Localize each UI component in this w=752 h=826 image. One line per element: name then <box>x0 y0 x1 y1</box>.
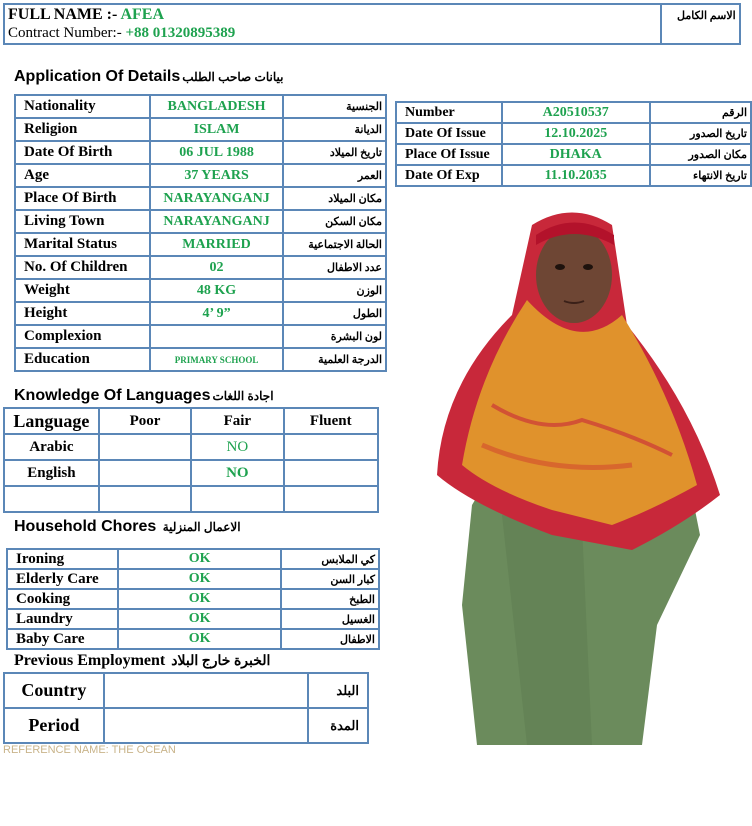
languages-row <box>4 460 378 486</box>
details-row <box>15 325 386 348</box>
full-name-label: FULL NAME :- <box>8 6 118 23</box>
details-label: Marital Status <box>15 233 150 256</box>
chores-row <box>7 629 379 649</box>
chores-title <box>14 518 241 536</box>
chores-label: Ironing <box>7 549 118 569</box>
details-label-ar: مكان الميلاد <box>283 187 386 210</box>
contact-label: Contract Number:- <box>8 25 122 41</box>
employment-title <box>14 652 270 670</box>
employment-value <box>104 708 308 743</box>
employment-label-ar: المدة <box>308 708 368 743</box>
details-label-ar: عدد الاطفال <box>283 256 386 279</box>
languages-table <box>3 407 379 513</box>
details-row <box>15 141 386 164</box>
details-label-ar: لون البشرة <box>283 325 386 348</box>
employment-label: Period <box>4 708 104 743</box>
chores-value: OK <box>118 549 282 569</box>
passport-value: 12.10.2025 <box>502 123 650 144</box>
details-value: 37 YEARS <box>150 164 282 187</box>
languages-header: Fair <box>191 408 283 434</box>
chores-label-ar: الطبخ <box>281 589 379 609</box>
chores-label: Cooking <box>7 589 118 609</box>
chores-label-ar: الغسيل <box>281 609 379 629</box>
details-value: 06 JUL 1988 <box>150 141 282 164</box>
languages-title <box>14 387 274 405</box>
details-row <box>15 256 386 279</box>
employment-row <box>4 673 368 708</box>
full-name-value: AFEA <box>120 6 165 23</box>
chores-row <box>7 589 379 609</box>
passport-value: 11.10.2035 <box>502 165 650 186</box>
languages-empty-cell <box>284 486 379 512</box>
details-label: No. Of Children <box>15 256 150 279</box>
passport-row <box>396 102 751 123</box>
details-row <box>15 95 386 118</box>
languages-empty-row <box>4 486 378 512</box>
languages-language-cell: English <box>4 460 99 486</box>
languages-row <box>4 434 378 460</box>
details-row <box>15 302 386 325</box>
details-title <box>14 68 283 86</box>
details-value: 48 KG <box>150 279 282 302</box>
languages-fair-cell: NO <box>191 434 283 460</box>
languages-fluent-cell <box>284 434 379 460</box>
details-row <box>15 348 386 371</box>
employment-title-ar: الخبرة خارج البلاد <box>171 654 271 669</box>
languages-header-row <box>4 408 378 434</box>
details-label-ar: الحالة الاجتماعية <box>283 233 386 256</box>
passport-label: Date Of Issue <box>396 123 502 144</box>
passport-label-ar: الرقم <box>650 102 751 123</box>
contact-value: +88 01320895389 <box>125 25 236 41</box>
chores-label: Elderly Care <box>7 569 118 589</box>
details-value: ISLAM <box>150 118 282 141</box>
languages-header: Language <box>4 408 99 434</box>
chores-label: Baby Care <box>7 629 118 649</box>
employment-table <box>3 672 369 744</box>
header-divider <box>660 5 662 43</box>
employment-row <box>4 708 368 743</box>
languages-language-cell: Arabic <box>4 434 99 460</box>
chores-label-ar: كبار السن <box>281 569 379 589</box>
details-label: Religion <box>15 118 150 141</box>
chores-row <box>7 569 379 589</box>
details-row <box>15 233 386 256</box>
details-value <box>150 325 282 348</box>
passport-label-ar: مكان الصدور <box>650 144 751 165</box>
details-title-en: Application Of Details <box>14 68 181 85</box>
details-label-ar: العمر <box>283 164 386 187</box>
passport-label: Number <box>396 102 502 123</box>
passport-value: A20510537 <box>502 102 650 123</box>
details-row <box>15 210 386 233</box>
details-value: BANGLADESH <box>150 95 282 118</box>
details-row <box>15 164 386 187</box>
candidate-photo-illustration <box>432 205 724 745</box>
details-label: Date Of Birth <box>15 141 150 164</box>
passport-value: DHAKA <box>502 144 650 165</box>
languages-title-ar: اجادة اللغات <box>212 389 274 403</box>
chores-label-ar: كي الملابس <box>281 549 379 569</box>
passport-row <box>396 165 751 186</box>
candidate-photo <box>432 205 724 745</box>
chores-value: OK <box>118 629 282 649</box>
languages-empty-cell <box>99 486 191 512</box>
details-label-ar: مكان السكن <box>283 210 386 233</box>
details-row <box>15 187 386 210</box>
details-label-ar: الجنسية <box>283 95 386 118</box>
full-name-line <box>8 6 164 24</box>
passport-label-ar: تاريخ الصدور <box>650 123 751 144</box>
employment-label: Country <box>4 673 104 708</box>
passport-label: Date Of Exp <box>396 165 502 186</box>
passport-label-ar: تاريخ الانتهاء <box>650 165 751 186</box>
passport-row <box>396 144 751 165</box>
details-value: PRIMARY SCHOOL <box>150 348 282 371</box>
chores-label: Laundry <box>7 609 118 629</box>
details-label: Education <box>15 348 150 371</box>
details-label: Nationality <box>15 95 150 118</box>
chores-table <box>6 548 380 650</box>
chores-title-ar: الاعمال المنزلية <box>162 520 241 534</box>
reference-name: REFERENCE NAME: THE OCEAN <box>3 744 176 756</box>
chores-value: OK <box>118 569 282 589</box>
details-label-ar: الوزن <box>283 279 386 302</box>
details-label: Place Of Birth <box>15 187 150 210</box>
employment-value <box>104 673 308 708</box>
details-title-ar: بيانات صاحب الطلب <box>182 70 284 84</box>
passport-table <box>395 101 752 187</box>
details-value: MARRIED <box>150 233 282 256</box>
languages-header: Poor <box>99 408 191 434</box>
details-label-ar: الديانة <box>283 118 386 141</box>
details-label-ar: الطول <box>283 302 386 325</box>
full-name-label-ar: الاسم الكامل <box>677 10 736 22</box>
details-row <box>15 279 386 302</box>
details-value: NARAYANGANJ <box>150 210 282 233</box>
details-label: Height <box>15 302 150 325</box>
header-box <box>3 3 741 45</box>
chores-row <box>7 609 379 629</box>
chores-value: OK <box>118 589 282 609</box>
details-label-ar: الدرجة العلمية <box>283 348 386 371</box>
details-label: Weight <box>15 279 150 302</box>
languages-fluent-cell <box>284 460 379 486</box>
chores-label-ar: الاطفال <box>281 629 379 649</box>
languages-empty-cell <box>4 486 99 512</box>
details-label: Age <box>15 164 150 187</box>
chores-row <box>7 549 379 569</box>
languages-empty-cell <box>191 486 283 512</box>
chores-title-en: Household Chores <box>14 518 157 535</box>
chores-value: OK <box>118 609 282 629</box>
details-label-ar: تاريخ الميلاد <box>283 141 386 164</box>
languages-header: Fluent <box>284 408 379 434</box>
languages-poor-cell <box>99 434 191 460</box>
employment-label-ar: البلد <box>308 673 368 708</box>
details-table <box>14 94 387 372</box>
passport-label: Place Of Issue <box>396 144 502 165</box>
contact-line <box>8 25 235 42</box>
details-value: NARAYANGANJ <box>150 187 282 210</box>
details-row <box>15 118 386 141</box>
employment-title-en: Previous Employment <box>14 652 166 669</box>
languages-fair-cell: NO <box>191 460 283 486</box>
details-label: Complexion <box>15 325 150 348</box>
details-value: 02 <box>150 256 282 279</box>
passport-row <box>396 123 751 144</box>
languages-poor-cell <box>99 460 191 486</box>
details-label: Living Town <box>15 210 150 233</box>
details-value: 4’ 9” <box>150 302 282 325</box>
languages-title-en: Knowledge Of Languages <box>14 387 211 404</box>
